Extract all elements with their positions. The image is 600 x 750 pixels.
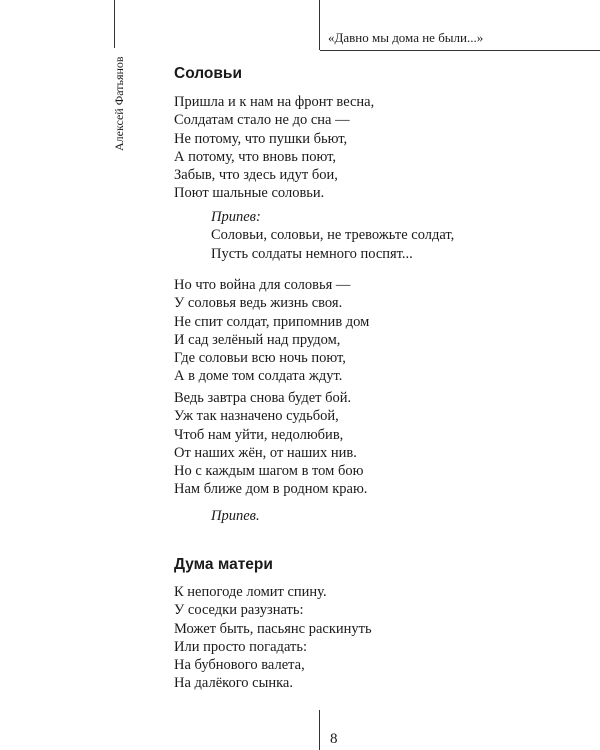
- verse-line: У соседки разузнать:: [174, 602, 304, 619]
- header-vertical-rule: [319, 0, 320, 50]
- chorus-repeat: [211, 507, 260, 525]
- verse-line: Ведь завтра снова будет бой.: [174, 390, 352, 406]
- verse-line: Может быть, пасьянс раскинуть: [174, 620, 372, 637]
- verse-line: Забыв, что здесь идут бои,: [174, 167, 338, 184]
- verse-line: Пришла и к нам на фронт весна,: [174, 94, 375, 110]
- stanza-duma-1: [174, 583, 372, 693]
- verse-line: Соловьи, соловьи, не тревожьте солдат,: [211, 227, 455, 244]
- verse-line: Но что война для соловья —: [174, 277, 351, 293]
- stanza-2: [174, 276, 369, 386]
- verse-line: А потому, что вновь поют,: [174, 148, 337, 165]
- chorus-label: Припев.: [211, 508, 260, 524]
- poem-title-solovyi: Соловьи: [174, 65, 242, 82]
- header-horizontal-rule: [320, 50, 600, 51]
- verse-line: А в доме том солдата ждут.: [174, 368, 343, 385]
- side-author-name: Алексей Фатьянов: [112, 56, 126, 151]
- footer-vertical-rule: [319, 710, 320, 750]
- verse-line: От наших жён, от наших нив.: [174, 444, 357, 461]
- verse-line: Пусть солдаты немного поспят...: [211, 245, 413, 262]
- verse-line: И сад зелёный над прудом,: [174, 331, 341, 348]
- verse-line: Но с каждым шагом в том бою: [174, 463, 364, 480]
- verse-line: Где соловьи всю ночь поют,: [174, 350, 346, 367]
- running-head: «Давно мы дома не были...»: [328, 30, 484, 45]
- poem-title-duma-materi: Дума матери: [174, 556, 273, 573]
- page-number: 8: [330, 731, 338, 747]
- verse-line: Поют шальные соловьи.: [174, 185, 325, 202]
- verse-line: Не спит солдат, припомнив дом: [174, 313, 370, 330]
- side-vertical-rule: [114, 0, 115, 48]
- verse-line: У соловья ведь жизнь своя.: [174, 295, 343, 312]
- verse-line: К непогоде ломит спину.: [174, 584, 327, 600]
- verse-line: На далёкого сынка.: [174, 675, 293, 692]
- verse-line: Чтоб нам уйти, недолюбив,: [174, 426, 344, 443]
- verse-line: На бубнового валета,: [174, 657, 305, 674]
- verse-line: Нам ближе дом в родном краю.: [174, 481, 368, 498]
- stanza-1: [174, 93, 374, 203]
- chorus: [211, 208, 454, 263]
- verse-line: Солдатам стало не до сна —: [174, 112, 350, 129]
- stanza-3: [174, 389, 367, 499]
- verse-line: Уж так назначено судьбой,: [174, 408, 339, 425]
- verse-line: Не потому, что пушки бьют,: [174, 130, 348, 147]
- chorus-label: Припев:: [211, 209, 261, 225]
- verse-line: Или просто погадать:: [174, 638, 307, 655]
